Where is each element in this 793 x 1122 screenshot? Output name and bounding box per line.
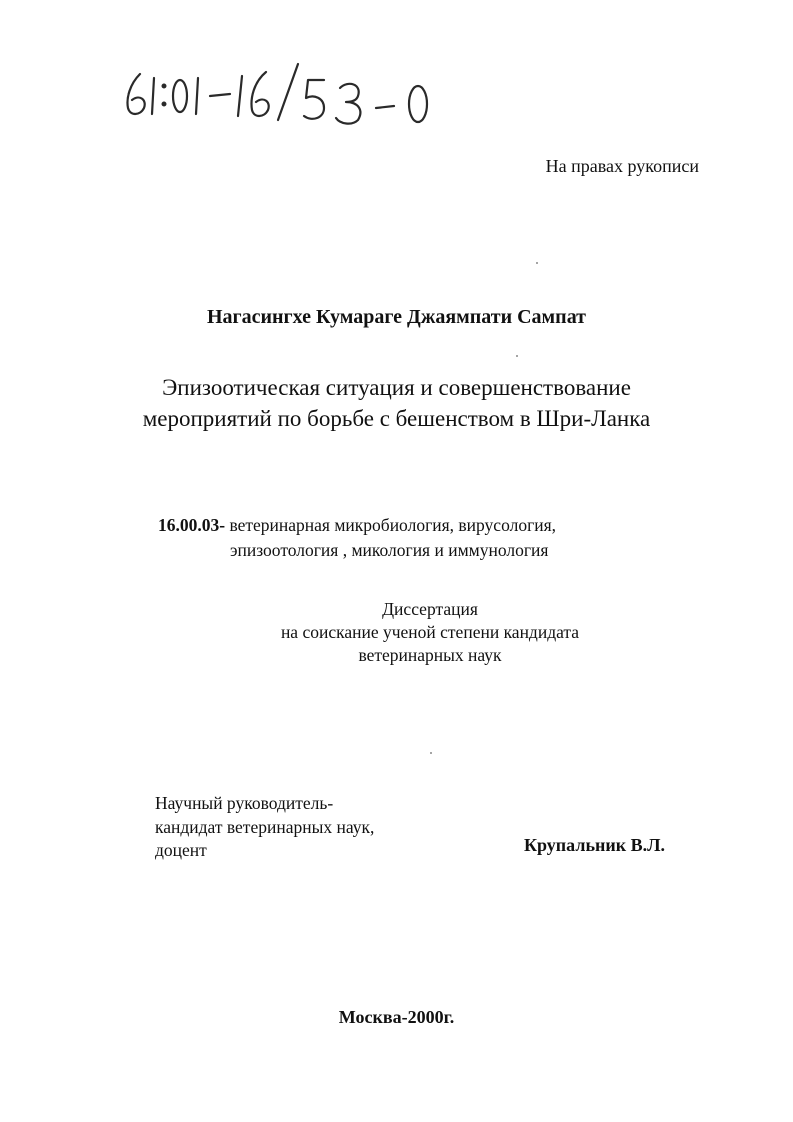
- title-line: мероприятий по борьбе с бешенством в Шри-Ланка: [142, 406, 651, 431]
- supervisor-role: Научный руководитель-: [155, 793, 334, 813]
- specialty-code: 16.00.03-: [158, 515, 226, 535]
- supervisor-block: [155, 792, 374, 863]
- manuscript-rights-note: На правах рукописи: [545, 156, 699, 176]
- handwritten-registry-number: [118, 58, 458, 138]
- city-year: Москва-2000г.: [338, 1007, 455, 1027]
- degree-line: на соискание ученой степени кандидата: [280, 622, 580, 642]
- specialty-name: ветеринарная микробиология, вирусология,: [225, 515, 557, 535]
- scan-speck: [430, 752, 432, 754]
- supervisor-name: Крупальник В.Л.: [523, 835, 665, 855]
- author-name: Нагасингхе Кумараге Джаямпати Сампат: [206, 306, 587, 328]
- specialty-line: [158, 513, 556, 538]
- degree-line: ветеринарных наук: [358, 645, 502, 665]
- dissertation-label: Диссертация: [382, 599, 478, 619]
- specialty-block: [158, 513, 556, 563]
- specialty-line: эпизоотология , микология и иммунология: [230, 540, 549, 560]
- scan-speck: [536, 262, 538, 264]
- supervisor-degree: кандидат ветеринарных наук,: [155, 816, 375, 837]
- dissertation-block: [200, 598, 660, 667]
- dissertation-title: [0, 372, 793, 434]
- title-line: Эпизоотическая ситуация и совершенствование: [162, 375, 631, 400]
- supervisor-title: доцент: [155, 840, 207, 860]
- scan-speck: [516, 355, 518, 357]
